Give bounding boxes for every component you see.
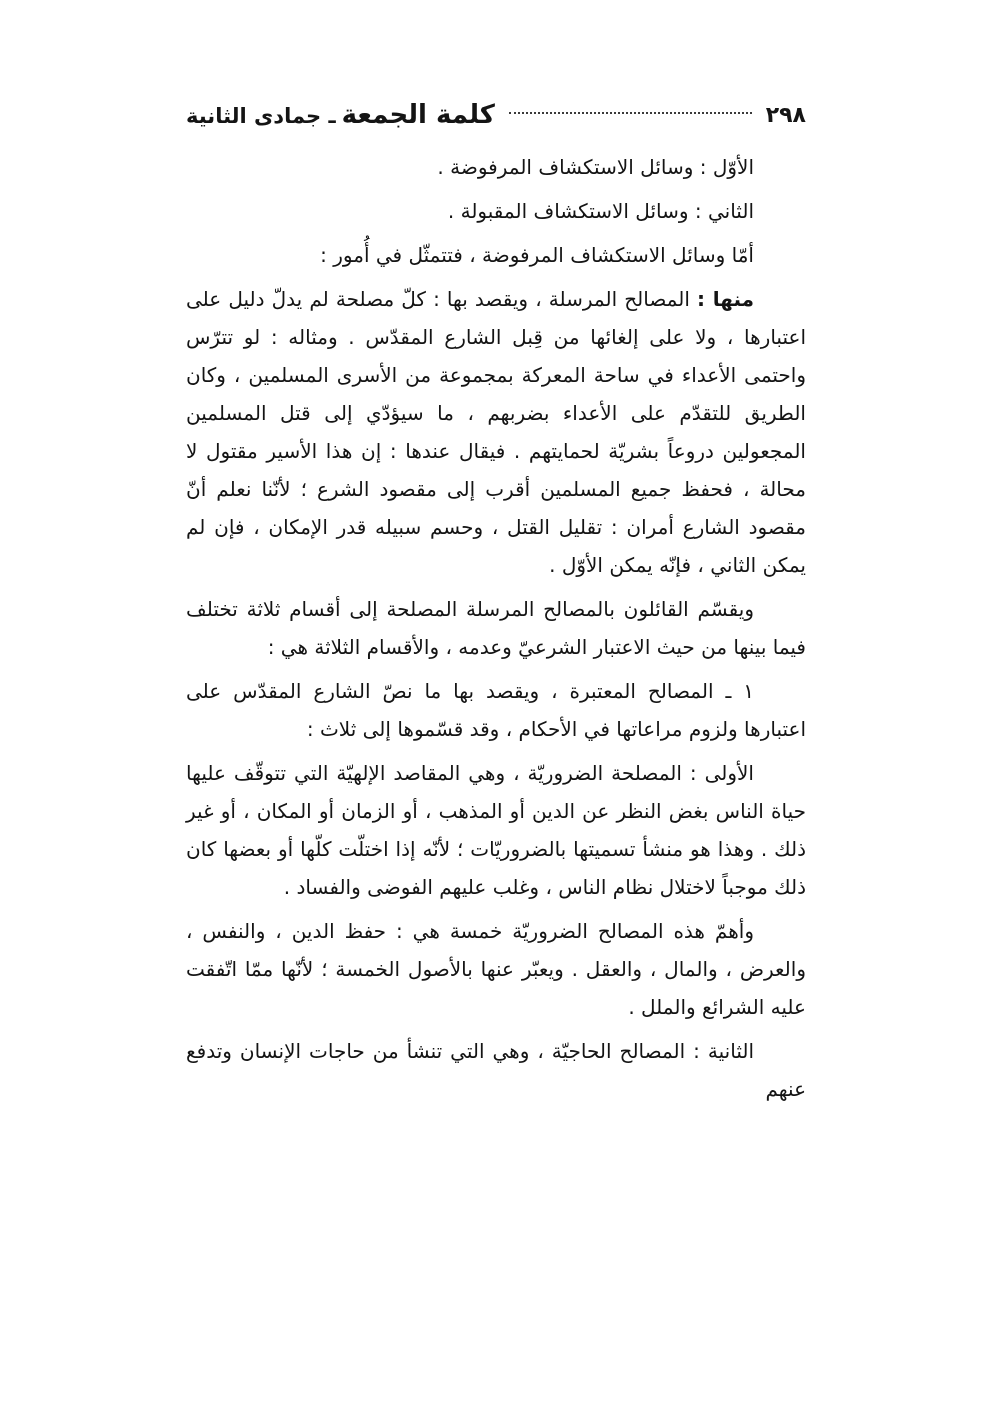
paragraph-text: المصالح المرسلة ، ويقصد بها : كلّ مصلحة لم يدلّ دليل على اعتبارها ، ولا على إلغائها من قِبل الشارع المقدّس . ومثاله : لو تترّس واحتمى الأعداء في ساحة المعركة بمجموعة من الأسرى المسلمين ، وكان الطريق للتقدّم على الأعداء بضربهم ، ما سيؤدّي إلى قتل المسلمين المجعولين دروعاً بشريّة لحمايتهم . فيقال عندها : إن هذا الأسير مقتول لا محالة ، فحفظ جميع المسلمين أقرب إلى مقصود الشرع ؛ لأنّنا نعلم أنّ مقصود الشارع أمران : تقليل القتل ، وحسم سبيله قدر الإمكان ، فإن لم يمكن الثاني ، فإنّه يمكن الأوّل . (186, 287, 806, 577)
paragraph: الثانية : المصالح الحاجيّة ، وهي التي تنشأ من حاجات الإنسان وتدفع عنهم (186, 1039, 806, 1101)
paragraph: ١ ـ المصالح المعتبرة ، ويقصد بها ما نصّ الشارع المقدّس على اعتبارها ولزوم مراعاتها في الأحكام ، وقد قسّموها إلى ثلاث : (186, 679, 806, 741)
paragraph: ويقسّم القائلون بالمصالح المرسلة المصلحة إلى أقسام ثلاثة تختلف فيما بينها من حيث الاعتبار الشرعيّ وعدمه ، والأقسام الثلاثة هي : (186, 597, 806, 659)
page-header (186, 98, 806, 132)
paragraph: الأولى : المصلحة الضروريّة ، وهي المقاصد الإلهيّة التي تتوقّف عليها حياة الناس بغض النظر عن الدين أو المذهب ، أو الزمان أو المكان ، أو غير ذلك . وهذا هو منشأ تسميتها بالضروريّات ؛ لأنّه إذا اختلّت كلّها أو بعضها كان ذلك موجباً لاختلال نظام الناس ، وغلب عليهم الفوضى والفساد . (186, 761, 806, 899)
dotted-leader (509, 112, 752, 114)
section-title: ـ جمادى الثانية (186, 104, 336, 128)
paragraph: الأوّل : وسائل الاستكشاف المرفوضة . (437, 155, 754, 179)
book-logo: كلمة الجمعة (341, 100, 495, 130)
paragraph: أمّا وسائل الاستكشاف المرفوضة ، فتتمثّل في أُمور : (320, 243, 754, 267)
paragraph: وأهمّ هذه المصالح الضروريّة خمسة هي : حفظ الدين ، والنفس ، والعرض ، والمال ، والعقل . ويعبّر عنها بالأصول الخمسة ؛ لأنّها ممّا اتّفقت عليه الشرائع والملل . (186, 919, 806, 1019)
page-number: ٢٩٨ (765, 102, 806, 128)
paragraph (186, 280, 806, 584)
running-title (186, 100, 495, 130)
page-body (186, 148, 806, 1114)
paragraph-lead: منها : (697, 287, 754, 311)
paragraph: الثاني : وسائل الاستكشاف المقبولة . (447, 199, 754, 223)
